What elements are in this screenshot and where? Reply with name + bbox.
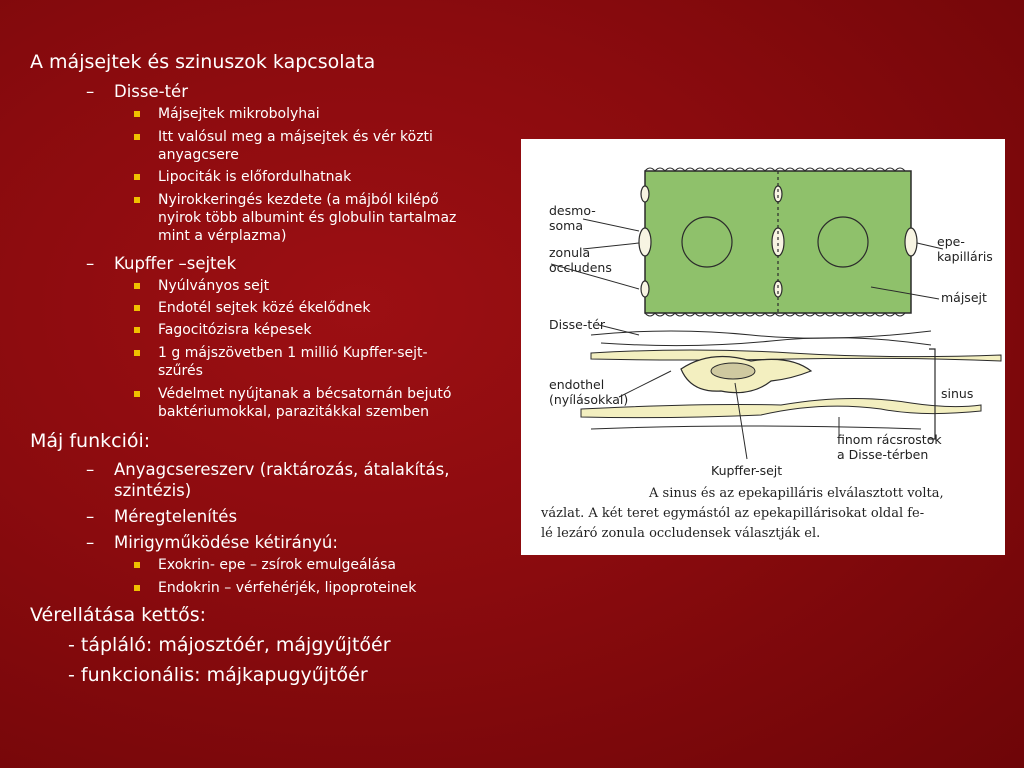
label-endothel-2: (nyílásokkal) — [549, 392, 629, 407]
list-item-text: Endotél sejtek közé ékelődnek — [158, 300, 371, 316]
label-bile-capillary: epe- — [937, 234, 965, 249]
square-bullet-icon — [134, 283, 140, 289]
label-desmosoma: desmo- — [549, 203, 596, 218]
square-bullet-icon — [134, 305, 140, 311]
list-item-text: 1 g májszövetben 1 millió Kupffer-sejt- — [158, 345, 428, 361]
square-bullet-icon — [134, 562, 140, 568]
list-item-text: Exokrin- epe – zsírok emulgeálása — [158, 557, 396, 573]
list-item-text: nyirok több albumint és globulin tartalmaz — [158, 210, 457, 226]
label-zonula-2: occludens — [549, 260, 612, 275]
dash-bullet: – — [86, 82, 95, 101]
endothelium-lower — [581, 398, 981, 417]
figure-caption-line: A sinus és az epekapilláris elválasztott volta, — [649, 486, 944, 501]
square-bullet-icon — [134, 174, 140, 180]
label-reticular-fibers: finom rácsrostok — [837, 432, 942, 447]
heading-liver-functions: Máj funkciói: — [30, 430, 151, 452]
function-text: Méregtelenítés — [114, 507, 238, 526]
label-disse-space: Disse-tér — [549, 317, 606, 332]
list-item-text: Itt valósul meg a májsejtek és vér közti — [158, 129, 433, 145]
list-item-text: Nyirokkeringés kezdete (a májból kilépő — [158, 192, 439, 208]
square-bullet-icon — [134, 327, 140, 333]
heading-blood-supply: Vérellátása kettős: — [30, 604, 207, 626]
blood-supply-nutritive: - tápláló: májosztóér, májgyűjtőér — [68, 634, 391, 656]
list-item-text: Májsejtek mikrobolyhai — [158, 106, 320, 122]
label-bile-capillary-2: kapilláris — [937, 249, 993, 264]
figure-caption-line: vázlat. A két teret egymástól az epekapillárisokat oldal fe- — [541, 506, 925, 521]
dash-bullet: – — [86, 533, 95, 552]
disse-label: Disse-tér — [114, 82, 188, 101]
square-bullet-icon — [134, 197, 140, 203]
heading-liver-sinus: A májsejtek és szinuszok kapcsolata — [30, 51, 376, 73]
endothelium-layer — [591, 350, 1001, 361]
sinus-bracket — [929, 349, 935, 439]
kupffer-label: Kupffer –sejtek — [114, 254, 237, 273]
sinus-diagram-figure — [521, 139, 1005, 555]
dash-bullet: – — [86, 507, 95, 526]
list-item-text: anyagcsere — [158, 147, 239, 163]
square-bullet-icon — [134, 111, 140, 117]
label-hepatocyte: májsejt — [941, 290, 987, 305]
function-text: szintézis) — [114, 481, 192, 500]
label-endothel: endothel — [549, 377, 605, 392]
function-text: Anyagcsereszerv (raktározás, átalakítás, — [114, 460, 450, 479]
list-item-text: mint a vérplazma) — [158, 228, 287, 244]
label-sinus: sinus — [941, 386, 974, 401]
list-item-text: Lipociták is előfordulhatnak — [158, 169, 352, 185]
square-bullet-icon — [134, 391, 140, 397]
blood-supply-functional: - funkcionális: májkapugyűjtőér — [68, 664, 368, 686]
list-item-text: baktériumokkal, parazitákkal szemben — [158, 404, 429, 420]
label-zonula: zonula — [549, 245, 591, 260]
square-bullet-icon — [134, 585, 140, 591]
disse-fibers — [591, 331, 931, 346]
function-text: Mirigyműködése kétirányú: — [114, 533, 338, 552]
square-bullet-icon — [134, 350, 140, 356]
label-desmosoma-2: soma — [549, 218, 583, 233]
list-item-text: Nyúlványos sejt — [158, 278, 270, 294]
label-reticular-fibers-2: a Disse-térben — [837, 447, 929, 462]
square-bullet-icon — [134, 134, 140, 140]
list-item-text: Védelmet nyújtanak a bécsatornán bejutó — [158, 386, 452, 402]
label-kupffer-cell: Kupffer-sejt — [711, 463, 783, 478]
dash-bullet: – — [86, 254, 95, 273]
list-item-text: Endokrin – vérfehérjék, lipoproteinek — [158, 580, 417, 596]
figure-caption-line: lé lezáró zonula occludensek választják el. — [541, 526, 821, 541]
list-item-text: szűrés — [158, 363, 203, 379]
dash-bullet: – — [86, 460, 95, 479]
list-item-text: Fagocitózisra képesek — [158, 322, 312, 338]
